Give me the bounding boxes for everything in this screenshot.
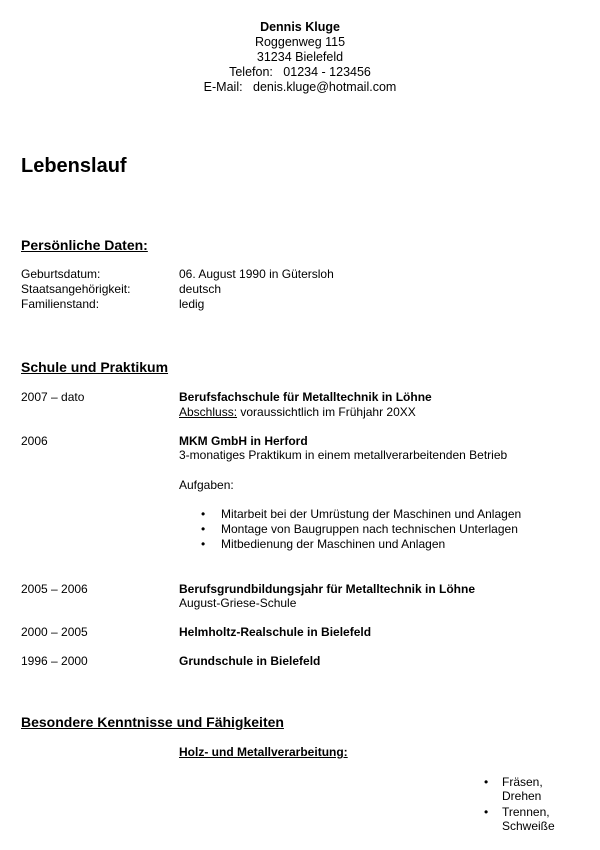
entry-detail: August-Griese-Schule (179, 596, 297, 610)
skills-list (481, 775, 582, 835)
email-label: E-Mail: (203, 80, 243, 94)
personal-label-marital-status: Familienstand: (21, 297, 100, 311)
entry-institution: MKM GmbH in Herford (179, 434, 308, 448)
personal-value-marital-status: ledig (179, 297, 205, 311)
entry-period: 2005 – 2006 (21, 582, 88, 596)
entry-detail: 3-monatiges Praktikum in einem metallverarbeitenden Betrieb (179, 448, 508, 462)
graduation-label: Abschluss: (179, 405, 238, 419)
email-row (0, 80, 600, 95)
phone-label: Telefon: (229, 65, 273, 79)
entry-institution: Grundschule in Bielefeld (179, 654, 321, 668)
page-title: Lebenslauf (21, 155, 127, 177)
applicant-name: Dennis Kluge (260, 20, 340, 34)
personal-label-birthdate: Geburtsdatum: (21, 267, 101, 281)
phone-number: 01234 - 123456 (283, 65, 371, 79)
list-item: • Mitarbeit bei der Umrüstung der Maschinen und Anlagen (179, 507, 579, 522)
section-heading-personal: Persönliche Daten: (21, 237, 148, 253)
list-item: • Montage von Baugruppen nach technischen Unterlagen (179, 522, 579, 537)
entry-period: 2006 (21, 434, 48, 448)
city-address: 31234 Bielefeld (256, 50, 344, 64)
entry-period: 2007 – dato (21, 390, 85, 404)
email-address[interactable]: denis.kluge@hotmail.com (253, 80, 397, 94)
section-heading-school: Schule und Praktikum (21, 359, 169, 375)
entry-institution: Berufsfachschule für Metalltechnik in Löhne (179, 390, 432, 404)
entry-detail (179, 405, 416, 420)
entry-institution: Berufsgrundbildungsjahr für Metalltechnik in Löhne (179, 582, 476, 596)
list-item: • Mitbedienung der Maschinen und Anlagen (179, 537, 579, 552)
entry-institution: Helmholtz-Realschule in Bielefeld (179, 625, 372, 639)
list-item: • Fräsen, Drehen (481, 775, 582, 803)
personal-label-nationality: Staatsangehörigkeit: (21, 282, 131, 296)
list-item: • Trennen, Schweiße (481, 805, 582, 833)
phone-row (0, 65, 600, 80)
graduation-value: voraussichtlich im Frühjahr 20XX (237, 405, 416, 419)
section-heading-skills: Besondere Kenntnisse und Fähigkeiten (21, 714, 284, 730)
personal-value-birthdate: 06. August 1990 in Gütersloh (179, 267, 334, 281)
street-address: Roggenweg 115 (254, 35, 346, 49)
tasks-list (179, 507, 579, 552)
entry-period: 1996 – 2000 (21, 654, 88, 668)
personal-value-nationality: deutsch (179, 282, 222, 296)
entry-period: 2000 – 2005 (21, 625, 88, 639)
skills-subheading: Holz- und Metallverarbeitung: (179, 745, 348, 759)
tasks-label: Aufgaben: (179, 478, 234, 492)
contact-header (0, 20, 600, 95)
